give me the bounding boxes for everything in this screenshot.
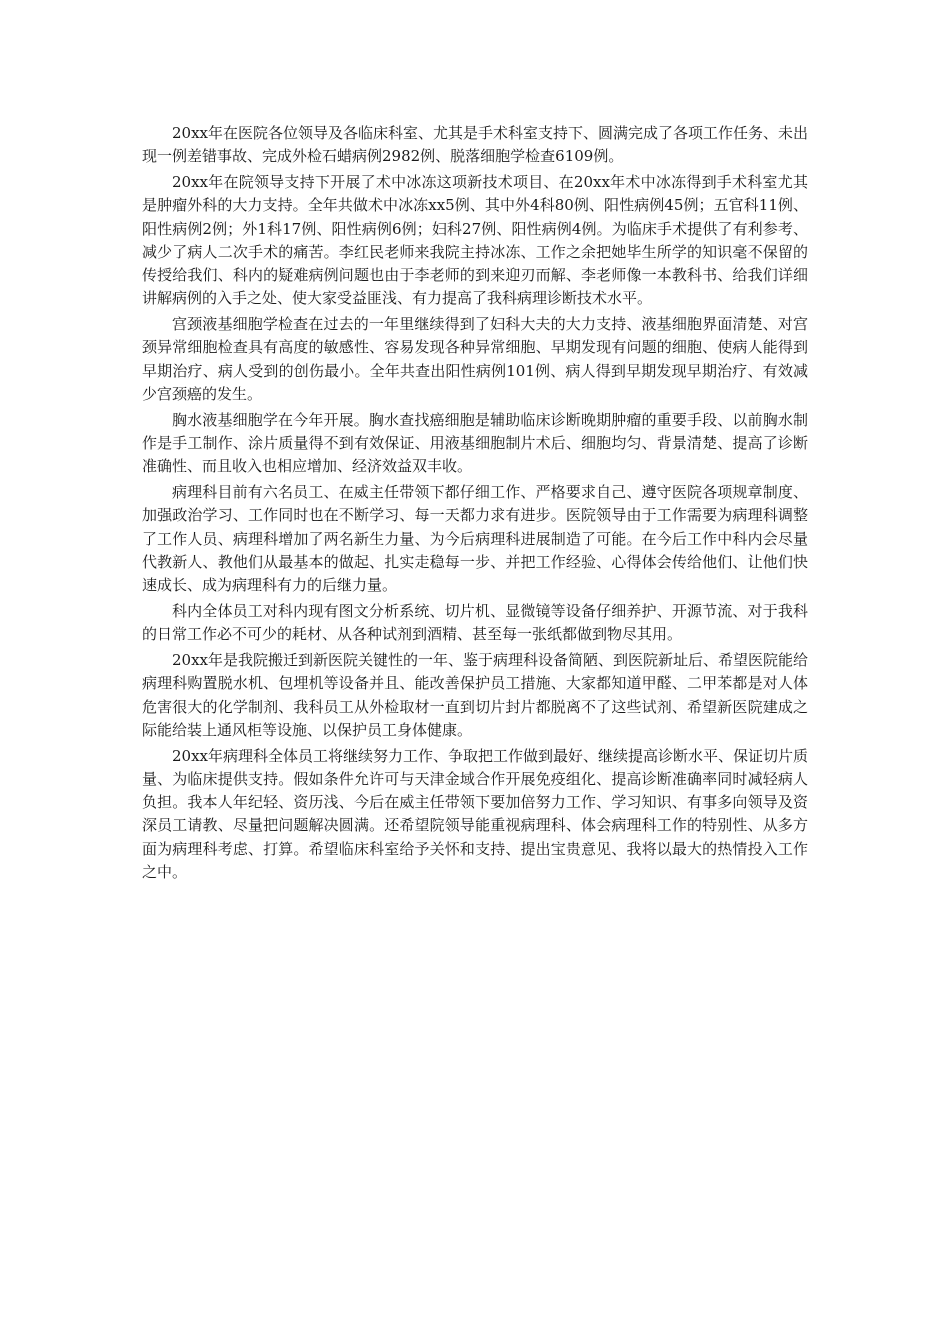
paragraph-equipment-care: 科内全体员工对科内现有图文分析系统、切片机、显微镜等设备仔细养护、开源节流、对于我科的日常工作必不可少的耗材、从各种试剂到酒精、甚至每一张纸都做到物尽其用。 — [142, 602, 808, 644]
paragraph-cervical-cytology: 宫颈液基细胞学检查在过去的一年里继续得到了妇科大夫的大力支持、液基细胞界面清楚、对宫颈异常细胞检查具有高度的敏感性、容易发现各种异常细胞、早期发现有问题的细胞、使病人能得到早期治疗、病人受到的创伤最小。全年共查出阳性病例101例、病人得到早期发现早期治疗、有效减少宫颈癌的发生。 — [142, 315, 808, 403]
paragraph-performance-summary: 20xx年在医院各位领导及各临床科室、尤其是手术科室支持下、圆满完成了各项工作任务、未出现一例差错事故、完成外检石蜡病例2982例、脱落细胞学检查6109例。 — [142, 124, 809, 166]
paragraph-frozen-section: 20xx年在院领导支持下开展了术中冰冻这项新技术项目、在20xx年术中冰冻得到手术科室尤其是肿瘤外科的大力支持。全年共做术中冰冻xx5例、其中外4科80例、阳性病例45例；五官科11例、阳性病例2例；外1科17例、阳性病例6例；妇科27例、阳性病例4例。为临床手术提供了有利参考、减少了病人二次手术的痛苦。李红民老师来我院主持冰冻、工作之余把她毕生所学的知识毫不保留的传授给我们、科内的疑难病例问题也由于李老师的到来迎刃而解、李老师像一本教科书、给我们详细讲解病例的入手之处、使大家受益匪浅、有力提高了我科病理诊断技术水平。 — [142, 173, 808, 308]
document-body — [142, 122, 808, 887]
paragraph-pleural-fluid-cytology: 胸水液基细胞学在今年开展。胸水查找癌细胞是辅助临床诊断晚期肿瘤的重要手段、以前胸水制作是手工制作、涂片质量得不到有效保证、用液基细胞制片术后、细胞均匀、背景清楚、提高了诊断准确性、而且收入也相应增加、经济效益双丰收。 — [142, 410, 808, 476]
paragraph-relocation: 20xx年是我院搬迁到新医院关键性的一年、鉴于病理科设备简陋、到医院新址后、希望医院能给病理科购置脱水机、包埋机等设备并且、能改善保护员工措施、大家都知道甲醛、二甲苯都是对人体危害很大的化学制剂、我科员工从外检取材一直到切片封片都脱离不了这些试剂、希望新医院建成之际能给装上通风柜等设施、以保护员工身体健康。 — [142, 651, 809, 739]
paragraph-future-plans: 20xx年病理科全体员工将继续努力工作、争取把工作做到最好、继续提高诊断水平、保证切片质量、为临床提供支持。假如条件允许可与天津金域合作开展免疫组化、提高诊断准确率同时减轻病人负担。我本人年纪轻、资历浅、今后在威主任带领下要加倍努力工作、学习知识、有事多向领导及资深员工请教、尽量把问题解决圆满。还希望院领导能重视病理科、体会病理科工作的特别性、从多方面为病理科考虑、打算。希望临床科室给予关怀和支持、提出宝贵意见、我将以最大的热情投入工作之中。 — [142, 746, 809, 881]
paragraph-staff: 病理科目前有六名员工、在威主任带领下都仔细工作、严格要求自己、遵守医院各项规章制度、加强政治学习、工作同时也在不断学习、每一天都力求有进步。医院领导由于工作需要为病理科调整了工作人员、病理科增加了两名新生力量、为今后病理科进展制造了可能。在今后工作中科内会尽量代教新人、教他们从最基本的做起、扎实走稳每一步、并把工作经验、心得体会传给他们、让他们快速成长、成为病理科有力的后继力量。 — [142, 483, 808, 595]
